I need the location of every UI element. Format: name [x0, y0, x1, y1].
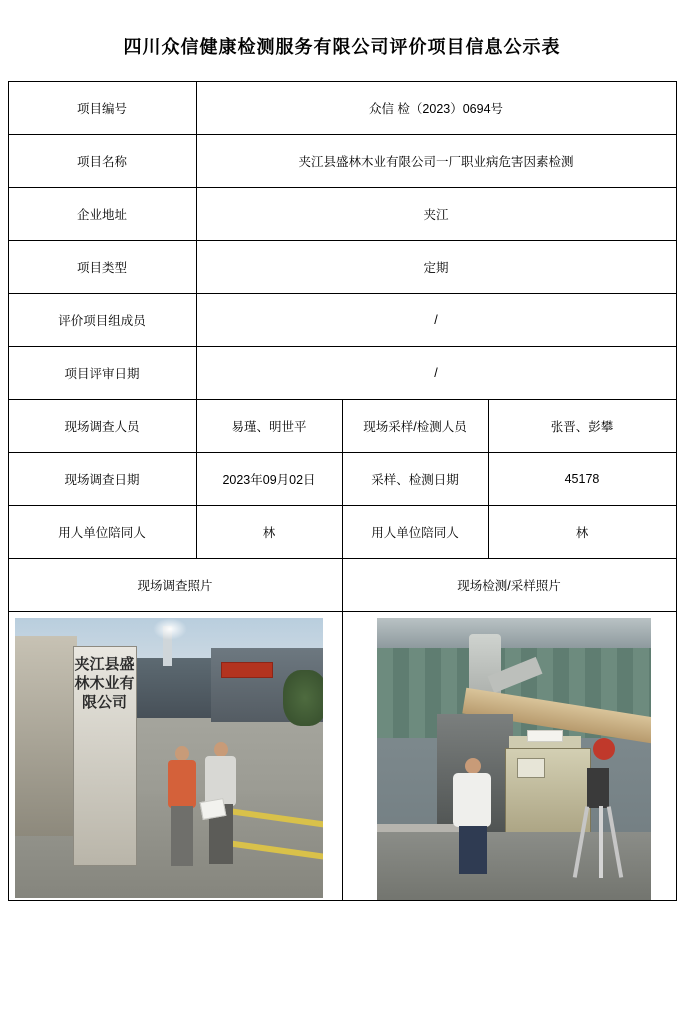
table-row: [8, 612, 676, 901]
field-value: /: [196, 347, 676, 400]
photo-cell-right: [342, 612, 676, 901]
field-value: 易瑾、明世平: [196, 400, 342, 453]
red-reel: [593, 738, 615, 760]
field-label: 企业地址: [8, 188, 196, 241]
field-label: 采样、检测日期: [342, 453, 488, 506]
field-value: 众信 检（2023）0694号: [196, 82, 676, 135]
site-detection-photo: [377, 618, 651, 900]
table-row: [8, 294, 676, 347]
table-row: [8, 347, 676, 400]
company-stone-sign: [73, 646, 137, 866]
field-value: /: [196, 294, 676, 347]
field-value: 夹江: [196, 188, 676, 241]
field-label: 现场调查日期: [8, 453, 196, 506]
field-value: 夹江县盛林木业有限公司一厂职业病危害因素检测: [196, 135, 676, 188]
photo-section-header-left: 现场调查照片: [8, 559, 342, 612]
smoke-plume: [153, 618, 187, 640]
field-label: 项目评审日期: [8, 347, 196, 400]
control-panel: [517, 758, 545, 778]
company-stone-sign-text: 夹江县盛林木业有限公司: [74, 656, 135, 711]
table-row: [8, 453, 676, 506]
workshop-roof: [377, 618, 651, 648]
table-row: [8, 82, 676, 135]
info-table: [8, 81, 677, 901]
table-row: [8, 506, 676, 559]
site-survey-photo: [15, 618, 323, 898]
photo-cell-left: [8, 612, 342, 901]
table-row: [8, 400, 676, 453]
photo-wrapper-right: [343, 612, 676, 900]
field-label: 用人单位陪同人: [342, 506, 488, 559]
paper-stack: [527, 730, 563, 742]
factory-red-signboard: [221, 662, 273, 678]
table-row: [8, 559, 676, 612]
worker-seated: [453, 758, 493, 874]
field-label: 用人单位陪同人: [8, 506, 196, 559]
person-in-orange-shirt: [165, 746, 199, 872]
photo-wrapper-left: [9, 612, 342, 900]
field-value: 定期: [196, 241, 676, 294]
tree-cluster: [283, 670, 323, 726]
field-label: 评价项目组成员: [8, 294, 196, 347]
table-row: [8, 135, 676, 188]
field-label: 现场调查人员: [8, 400, 196, 453]
table-row: [8, 188, 676, 241]
field-value: 45178: [488, 453, 676, 506]
field-value: 林: [196, 506, 342, 559]
side-wall: [15, 636, 77, 836]
field-label: 项目编号: [8, 82, 196, 135]
field-value: 2023年09月02日: [196, 453, 342, 506]
field-label: 项目类型: [8, 241, 196, 294]
page-title: 四川众信健康检测服务有限公司评价项目信息公示表: [123, 37, 561, 57]
field-value: 林: [488, 506, 676, 559]
field-label: 现场采样/检测人员: [342, 400, 488, 453]
photo-section-header-right: 现场检测/采样照片: [342, 559, 676, 612]
table-row: [8, 241, 676, 294]
sampling-instrument-tripod: [573, 768, 629, 878]
field-label: 项目名称: [8, 135, 196, 188]
field-value: 张晋、彭攀: [488, 400, 676, 453]
